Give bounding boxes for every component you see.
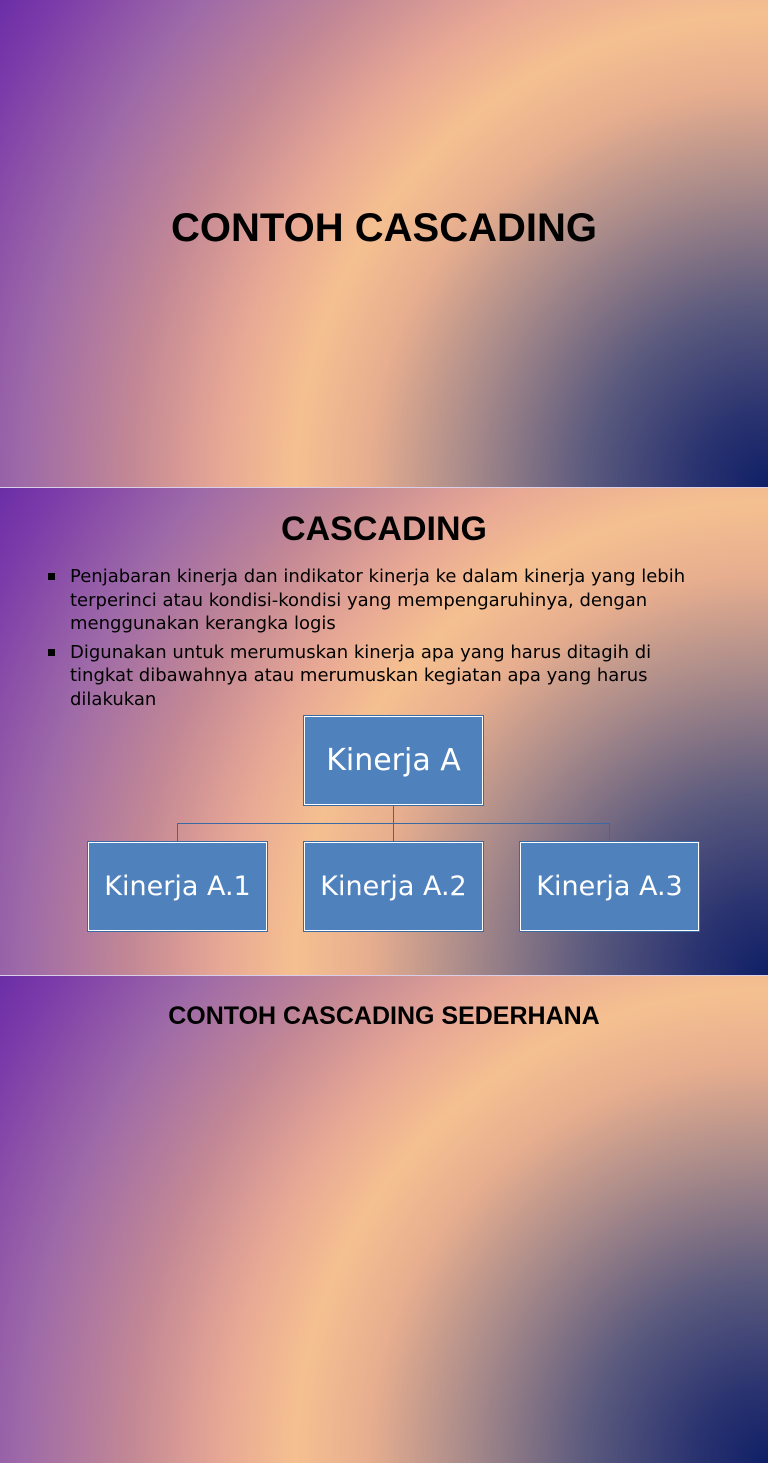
bullet-text: Digunakan untuk merumuskan kinerja apa yang harus ditagih di tingkat dibawahnya atau merumuskan kegiatan apa yang harus dilakukan — [70, 641, 652, 710]
connector-line — [177, 823, 178, 842]
connector-line — [393, 805, 394, 823]
slide-title: CONTOH CASCADING SEDERHANA — [168, 1002, 600, 1030]
slide-title: CASCADING — [281, 510, 487, 548]
org-node-kinerja-a: Kinerja A — [304, 716, 483, 805]
slide-contoh-cascading-sederhana — [0, 976, 768, 1463]
connector-line — [393, 823, 394, 842]
square-bullet-icon — [48, 573, 55, 580]
slide-contoh-cascading — [0, 0, 768, 487]
slide-cascading — [0, 488, 768, 975]
org-node-kinerja-a3: Kinerja A.3 — [520, 842, 699, 931]
org-node-kinerja-a2: Kinerja A.2 — [304, 842, 483, 931]
square-bullet-icon — [48, 649, 55, 656]
bullet-text: Penjabaran kinerja dan indikator kinerja ke dalam kinerja yang lebih terperinci atau kondisi-kondisi yang mempengaruhinya, dengan menggunakan kerangka logis — [70, 566, 686, 634]
connector-line — [609, 823, 610, 842]
bullet-list — [48, 565, 708, 716]
bullet-item — [48, 641, 708, 712]
bullet-item — [48, 565, 708, 636]
slide-title: CONTOH CASCADING — [171, 206, 597, 250]
org-node-kinerja-a1: Kinerja A.1 — [88, 842, 267, 931]
